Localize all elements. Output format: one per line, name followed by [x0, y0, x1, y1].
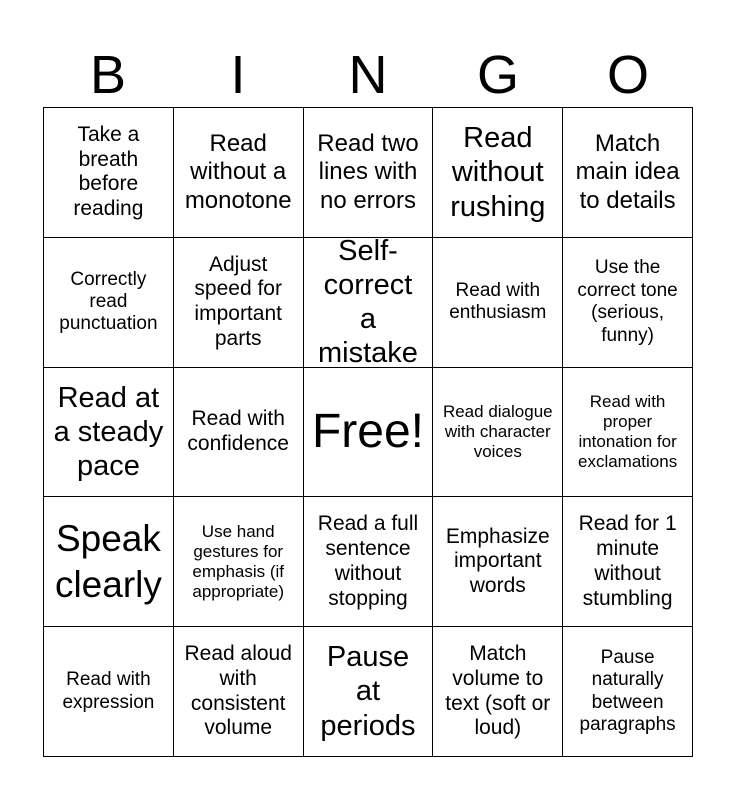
cell-text: Read without rushing	[450, 122, 546, 223]
cell-text: Use the correct tone (serious, funny)	[577, 257, 678, 346]
bingo-header	[43, 44, 693, 106]
bingo-cell[interactable]	[44, 108, 174, 238]
bingo-cell[interactable]	[563, 238, 693, 368]
bingo-cell[interactable]	[563, 368, 693, 498]
free-space-label: Free!	[311, 404, 424, 458]
cell-text: Use hand gestures for emphasis (if appropriate)	[192, 521, 285, 601]
header-letter-b: B	[89, 45, 127, 105]
cell-text: Adjust speed for important parts	[194, 252, 282, 350]
bingo-cell[interactable]	[433, 497, 563, 627]
cell-text: Read with expression	[62, 669, 155, 713]
cell-text: Read at a steady pace	[53, 381, 164, 483]
header-letter-o: O	[606, 45, 649, 105]
cell-text: Read dialogue with character voices	[442, 401, 553, 462]
cell-text: Self-correct a mistake	[318, 237, 418, 368]
bingo-cell[interactable]	[433, 627, 563, 757]
cell-text: Read two lines with no errors	[317, 129, 419, 214]
cell-text: Read without a monotone	[184, 129, 292, 214]
bingo-cell[interactable]	[563, 497, 693, 627]
bingo-cell[interactable]	[44, 497, 174, 627]
bingo-cell[interactable]	[563, 627, 693, 757]
bingo-cell[interactable]	[304, 497, 434, 627]
cell-text: Emphasize important words	[445, 524, 550, 598]
bingo-cell[interactable]	[44, 368, 174, 498]
cell-text: Read with proper intonation for exclamations	[577, 391, 678, 472]
bingo-cell-free[interactable]	[304, 368, 434, 498]
bingo-cell[interactable]	[44, 238, 174, 368]
bingo-cell[interactable]	[44, 627, 174, 757]
bingo-cell[interactable]	[433, 238, 563, 368]
bingo-cell[interactable]	[304, 108, 434, 238]
bingo-cell[interactable]	[174, 497, 304, 627]
bingo-cell[interactable]	[304, 238, 434, 368]
cell-text: Speak clearly	[54, 517, 162, 605]
bingo-cell[interactable]	[563, 108, 693, 238]
cell-text: Match main idea to details	[575, 129, 680, 214]
cell-text: Read a full sentence without stopping	[317, 512, 419, 610]
bingo-cell[interactable]	[433, 368, 563, 498]
cell-text: Take a breath before reading	[73, 122, 144, 221]
header-letter-i: I	[230, 45, 246, 105]
cell-text: Match volume to text (soft or loud)	[445, 642, 551, 740]
cell-text: Read for 1 minute without stumbling	[578, 512, 677, 610]
bingo-cell[interactable]	[304, 627, 434, 757]
cell-text: Read with confidence	[187, 407, 289, 455]
cell-text: Pause at periods	[320, 641, 416, 742]
bingo-cell[interactable]	[174, 238, 304, 368]
bingo-cell[interactable]	[174, 108, 304, 238]
cell-text: Read aloud with consistent volume	[184, 642, 292, 740]
cell-text: Correctly read punctuation	[59, 268, 158, 335]
header-letter-n: N	[348, 45, 388, 105]
bingo-board	[43, 107, 693, 757]
cell-text: Read with enthusiasm	[449, 279, 547, 324]
bingo-cell[interactable]	[174, 627, 304, 757]
header-letter-g: G	[476, 45, 519, 105]
cell-text: Pause naturally between paragraphs	[579, 646, 676, 735]
bingo-cell[interactable]	[433, 108, 563, 238]
bingo-cell[interactable]	[174, 368, 304, 498]
